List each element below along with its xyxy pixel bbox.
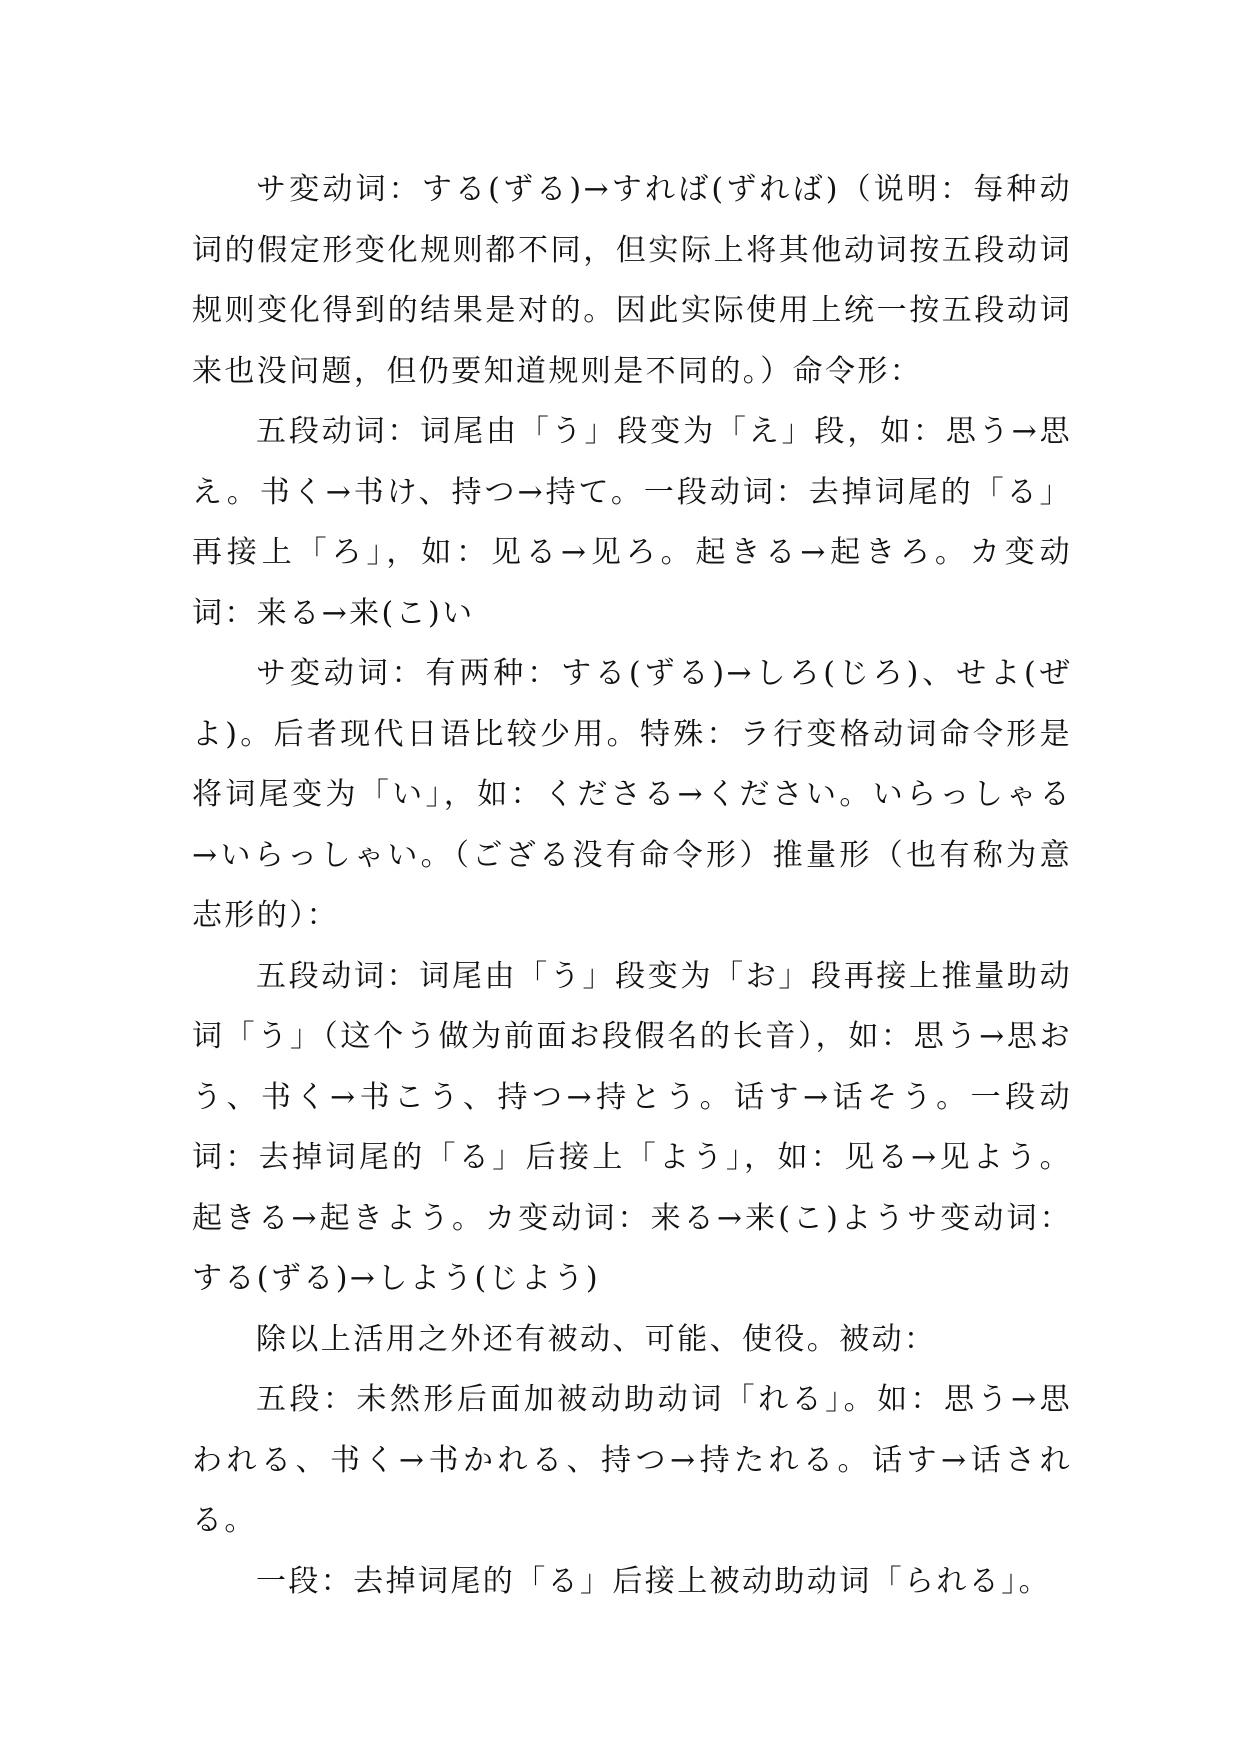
document-body: [192, 160, 1072, 1612]
paragraph: サ変动词：する(ずる)→すれば(ずれば)（说明：每种动词的假定形变化规则都不同，但实际上将其他动词按五段动词规则变化得到的结果是对的。因此实际使用上统一按五段动词来也没问题，但仍要知道规则是不同的。）命令形：: [192, 172, 1072, 389]
paragraph: 五段动词：词尾由「う」段变为「お」段再接上推量助动词「う」（这个う做为前面お段假名的长音），如：思う→思おう、书く→书こう、持つ→持とう。话す→话そう。一段动词：去掉词尾的「る」后接上「よう」，如：见る→见よう。起きる→起きよう。カ变动词：来る→来(こ)ようサ变动词：する(ずる)→しよう(じよう): [192, 958, 1072, 1296]
paragraph: 五段动词：词尾由「う」段变为「え」段，如：思う→思え。书く→书け、持つ→持て。一段动词：去掉词尾的「る」再接上「ろ」，如：见る→见ろ。起きる→起きろ。カ变动词：来る→来(こ)い: [192, 414, 1072, 631]
paragraph: 一段：去掉词尾的「る」后接上被动助动词「られる」。: [256, 1563, 1051, 1599]
paragraph: 除以上活用之外还有被动、可能、使役。被动：: [256, 1321, 937, 1357]
paragraph: サ変动词：有两种：する(ずる)→しろ(じろ)、せよ(ぜよ)。后者现代日语比较少用。特殊：ラ行变格动词命令形是将词尾变为「い」，如：くださる→ください。いらっしゃる→いらっしゃい。（ござる没有命令形）推量形（也有称为意志形的）：: [192, 656, 1072, 933]
paragraph: 五段：未然形后面加被动助动词「れる」。如：思う→思われる、书く→书かれる、持つ→持たれる。话す→话される。: [192, 1382, 1072, 1538]
